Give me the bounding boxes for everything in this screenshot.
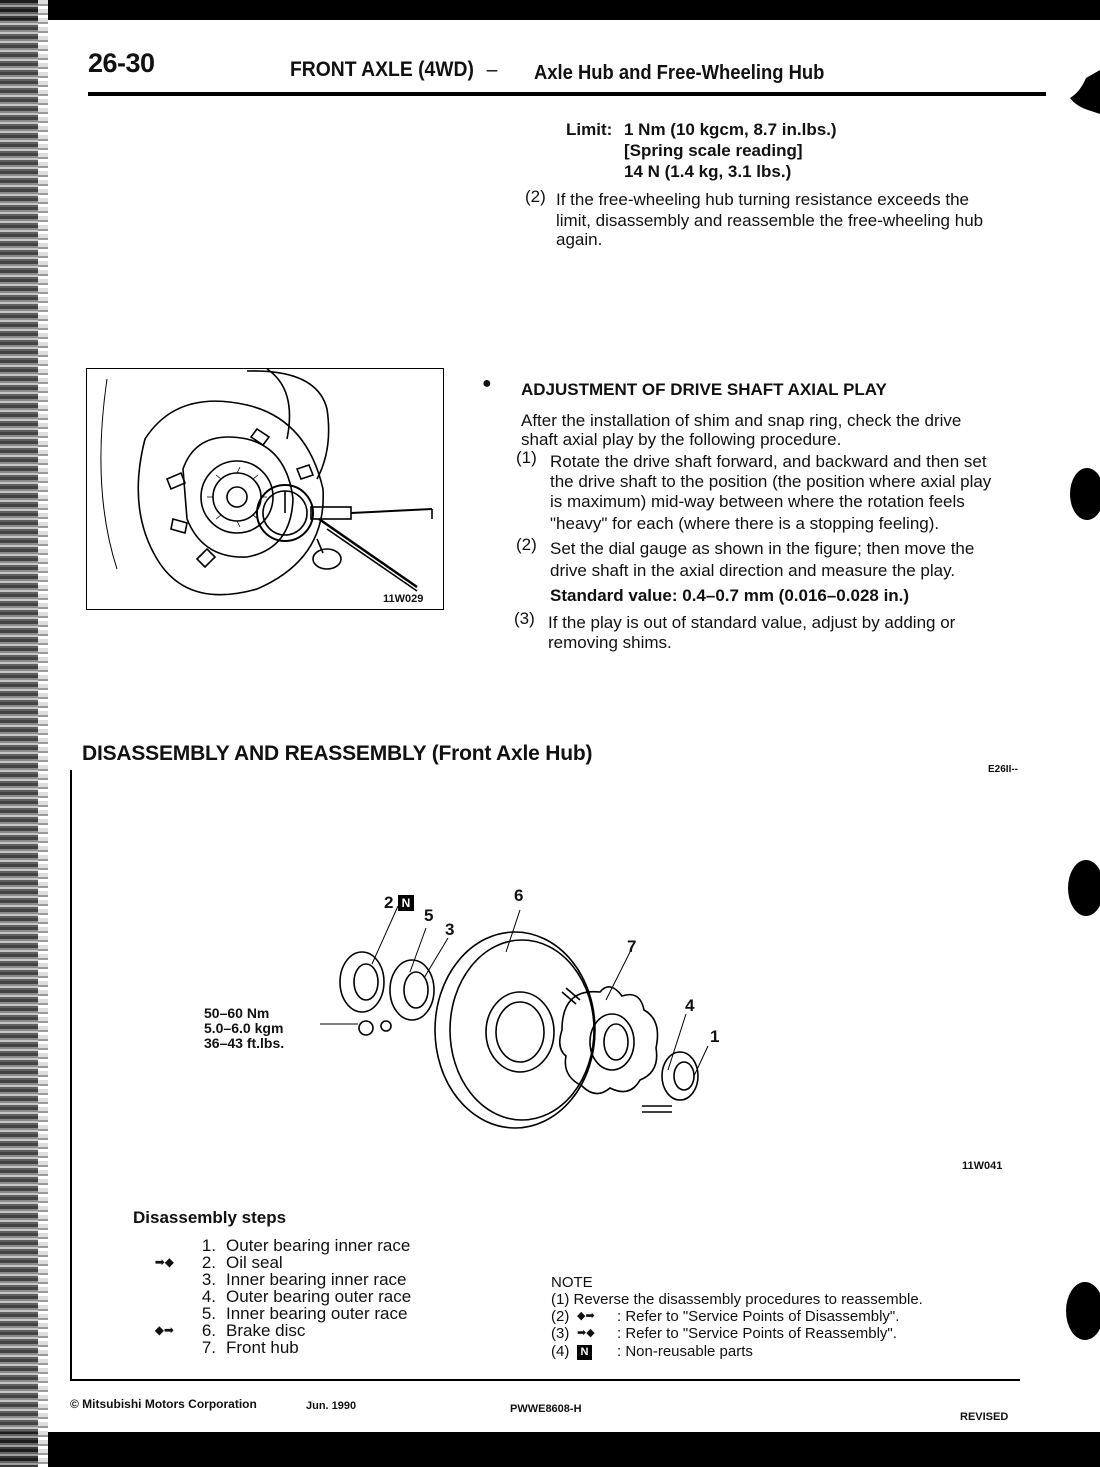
limit-line2: [Spring scale reading]: [624, 141, 803, 160]
list-item: [130, 1339, 460, 1356]
note-number: (3): [551, 1325, 570, 1342]
step-text: Oil seal: [226, 1253, 283, 1272]
limit-label: Limit:: [566, 120, 613, 139]
adjustment-step3-line1: If the play is out of standard value, adjust by adding or: [548, 613, 956, 632]
list-item: [130, 1254, 460, 1271]
para2-line3: again.: [556, 230, 603, 249]
adjustment-step1-number: (1): [516, 448, 537, 467]
limit-line1: 1 Nm (10 kgcm, 8.7 in.lbs.): [624, 120, 837, 139]
step-number: 3.: [201, 1270, 216, 1289]
step-number: 7.: [201, 1338, 216, 1357]
adjustment-heading: ADJUSTMENT OF DRIVE SHAFT AXIAL PLAY: [521, 380, 887, 399]
callout-5: 5: [424, 906, 434, 925]
note-text: : Non-reusable parts: [617, 1342, 753, 1360]
section-code: E26II--: [988, 764, 1019, 775]
footer-status: REVISED: [960, 1411, 1009, 1423]
figure-exploded-label: 11W041: [962, 1160, 1003, 1172]
limit-line3: 14 N (1.4 kg, 3.1 lbs.): [624, 162, 792, 181]
callout-7: 7: [627, 937, 637, 956]
para2-number: (2): [525, 187, 546, 206]
adjustment-step3-line2: removing shims.: [548, 633, 672, 652]
note-text: : Refer to "Service Points of Disassembly".: [617, 1308, 900, 1325]
step-mark: [130, 1271, 174, 1288]
step-mark: ➡◆: [154, 1255, 174, 1269]
callout-6: 6: [514, 886, 524, 905]
adjustment-step1-line3: is maximum) mid-way between where the rotation feels: [550, 492, 965, 511]
step-number: 5.: [201, 1304, 216, 1323]
list-item: [130, 1288, 460, 1305]
step-number: 4.: [201, 1287, 216, 1306]
step-number: 1.: [201, 1236, 216, 1255]
header-dash: –: [486, 58, 498, 81]
adjustment-step2-line1: Set the dial gauge as shown in the figure; then move the: [550, 539, 975, 558]
note-item-3: [551, 1325, 923, 1342]
adjustment-step2-line2: drive shaft in the axial direction and measure the play.: [550, 561, 956, 580]
step-mark: [130, 1288, 174, 1305]
step-mark: ◆➡: [154, 1323, 174, 1337]
step-number: 6.: [201, 1321, 216, 1340]
adjustment-intro-line2: shaft axial play by the following procedure.: [521, 430, 842, 449]
header-subtitle: Axle Hub and Free-Wheeling Hub: [534, 62, 825, 84]
note-text: : Refer to "Service Points of Reassembly".: [617, 1325, 897, 1342]
disassembly-steps-list: [130, 1237, 460, 1356]
non-reusable-badge: N: [577, 1345, 592, 1360]
scan-top-border: [0, 0, 1100, 20]
step-number: 2.: [201, 1253, 216, 1272]
non-reusable-icon: [577, 1342, 617, 1360]
para2-line1: If the free-wheeling hub turning resistance exceeds the: [556, 190, 969, 209]
adjustment-step1-line1: Rotate the drive shaft forward, and backward and then set: [550, 452, 987, 471]
section-bottom-rule: [70, 1379, 1020, 1381]
note-number: (2): [551, 1308, 570, 1325]
callout-3: 3: [445, 920, 455, 939]
adjustment-bullet: ●: [482, 375, 492, 392]
step-text: Brake disc: [226, 1321, 306, 1340]
adjustment-step2-number: (2): [516, 535, 537, 554]
step-text: Front hub: [226, 1338, 299, 1357]
reassembly-mark-icon: ➡◆: [577, 1327, 595, 1339]
page-number: 26-30: [88, 48, 155, 78]
note-item-4: [551, 1342, 923, 1360]
scan-left-edge-inner: [38, 0, 48, 1467]
figure-dial-gauge: [86, 368, 444, 610]
list-item: [130, 1237, 460, 1254]
exploded-hub-diagram: [300, 880, 740, 1140]
torque-kgm: 5.0–6.0 kgm: [204, 1020, 284, 1036]
footer-copyright: © Mitsubishi Motors Corporation: [70, 1397, 257, 1411]
non-reusable-badge: N: [398, 895, 414, 911]
note-block: [551, 1274, 923, 1360]
step-text: Outer bearing outer race: [226, 1287, 412, 1306]
note-number: (4): [551, 1342, 570, 1360]
list-item: [130, 1305, 460, 1322]
punch-hole-mark: [1066, 1282, 1100, 1340]
standard-value: Standard value: 0.4–0.7 mm (0.016–0.028 in.): [550, 586, 910, 605]
adjustment-step1-line2: the drive shaft to the position (the position where axial play: [550, 472, 992, 491]
note-item-2: [551, 1308, 923, 1325]
section-title: DISASSEMBLY AND REASSEMBLY (Front Axle Hub): [82, 742, 593, 765]
list-item: [130, 1271, 460, 1288]
adjustment-step1-line4: "heavy" for each (where there is a stopping feeling).: [550, 514, 940, 533]
torque-ftlbs: 36–43 ft.lbs.: [204, 1035, 285, 1051]
callout-1: 1: [710, 1027, 720, 1046]
header-title: [290, 58, 505, 82]
note-item-1: (1) Reverse the disassembly procedures to reassemble.: [551, 1291, 923, 1308]
footer-doc-number: PWWE8608-H: [510, 1403, 582, 1415]
para2-line2: limit, disassembly and reassemble the free-wheeling hub: [556, 211, 984, 230]
step-text: Outer bearing inner race: [226, 1236, 411, 1255]
figure-dial-gauge-label: 11W029: [383, 593, 424, 605]
step-text: Inner bearing inner race: [226, 1270, 407, 1289]
corner-tab-mark: [1066, 70, 1100, 114]
callout-4: 4: [685, 996, 695, 1015]
list-item: [130, 1322, 460, 1339]
note-title: NOTE: [551, 1274, 593, 1291]
header-rule: [88, 92, 1046, 96]
scan-left-edge: [0, 0, 38, 1467]
step-text: Inner bearing outer race: [226, 1304, 408, 1323]
footer-date: Jun. 1990: [306, 1400, 357, 1412]
torque-spec: [204, 1006, 284, 1051]
step-mark: [130, 1237, 174, 1254]
step-mark: [130, 1339, 174, 1356]
torque-nm: 50–60 Nm: [204, 1005, 270, 1021]
punch-hole-mark: [1070, 468, 1100, 520]
header-title-text: FRONT AXLE (4WD): [290, 58, 474, 81]
punch-hole-mark: [1068, 860, 1100, 916]
adjustment-step3-number: (3): [514, 609, 535, 628]
callout-2: 2: [384, 893, 394, 912]
disassembly-mark-icon: ◆➡: [577, 1310, 595, 1322]
section-left-rule: [70, 770, 72, 1380]
adjustment-intro-line1: After the installation of shim and snap ring, check the drive: [521, 411, 962, 430]
step-mark: [130, 1305, 174, 1322]
disassembly-steps-label: Disassembly steps: [133, 1208, 287, 1227]
scan-bottom-border: [0, 1432, 1100, 1467]
dial-gauge-illustration: [87, 369, 442, 608]
